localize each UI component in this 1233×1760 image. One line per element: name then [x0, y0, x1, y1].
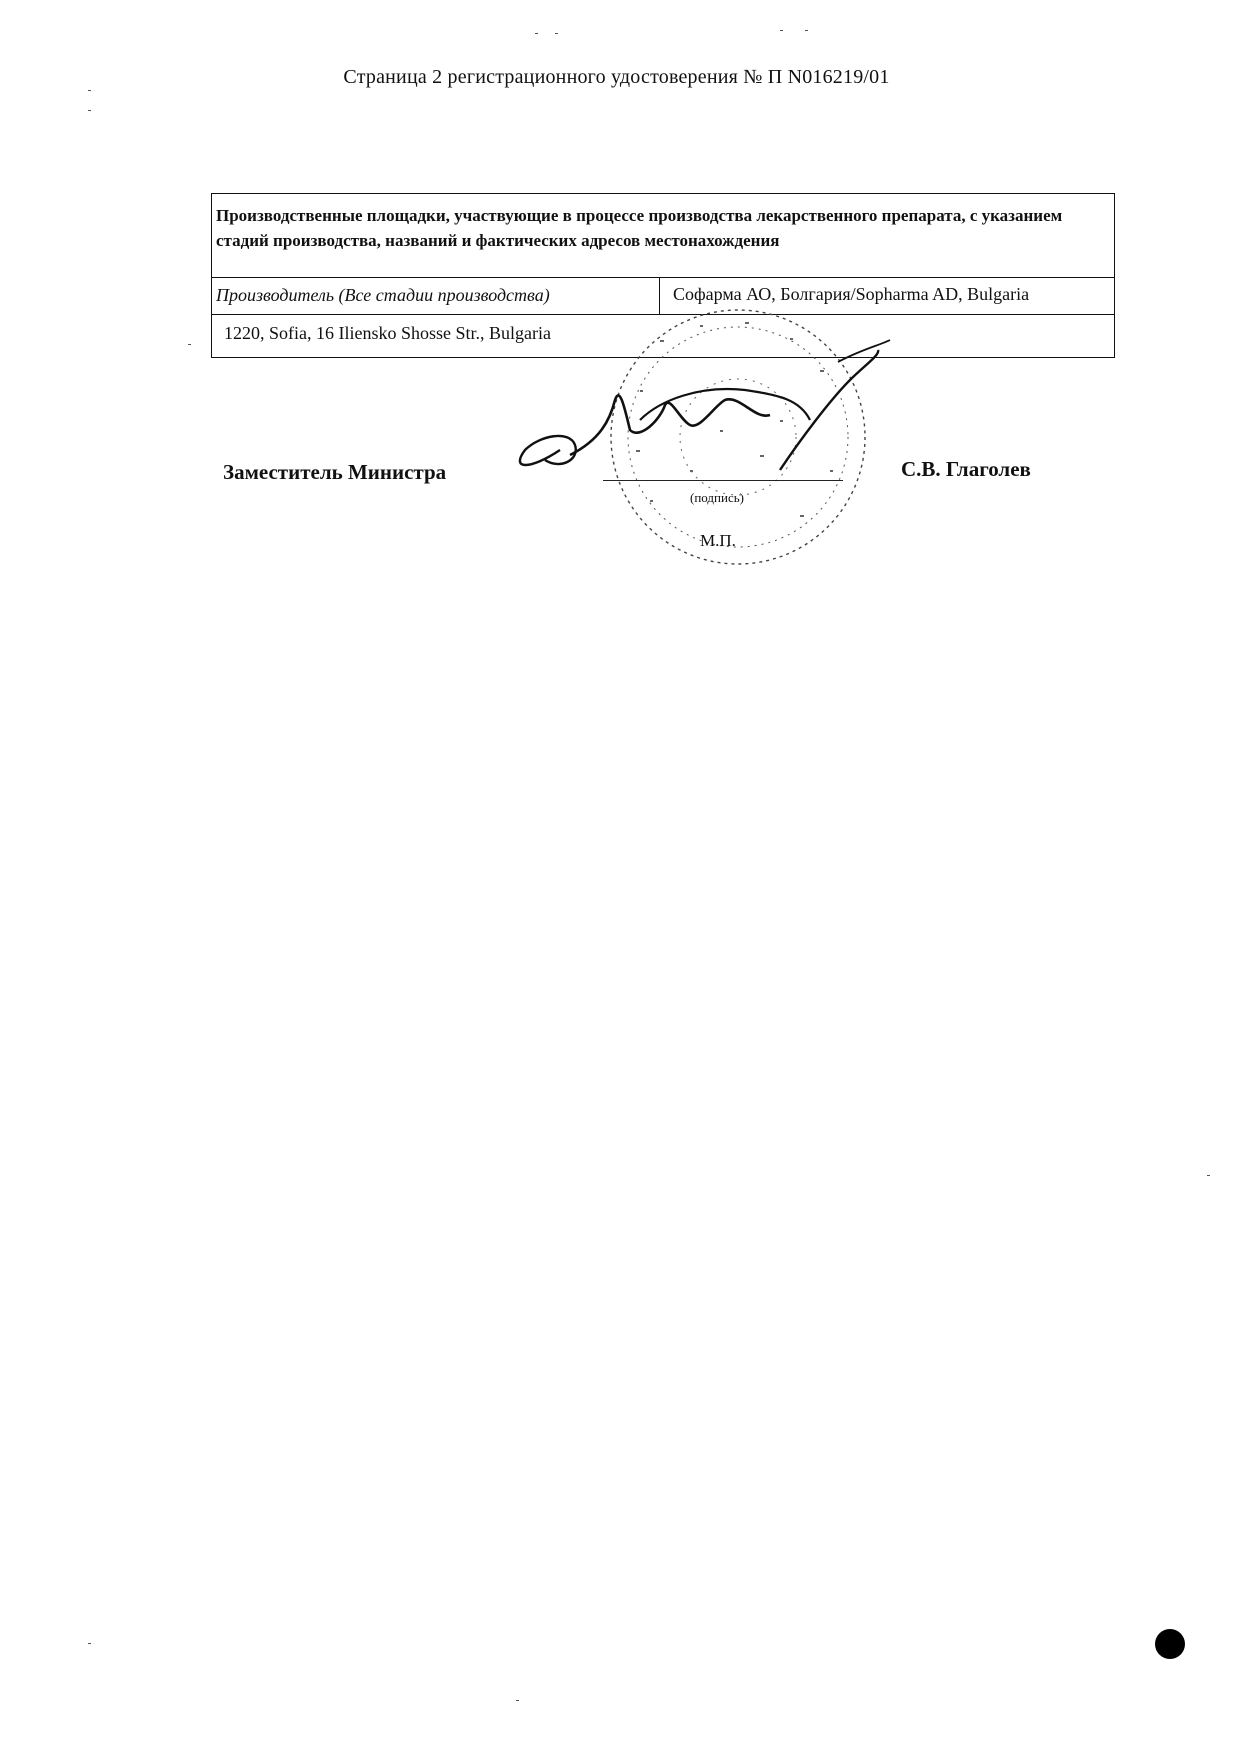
page-dot-icon — [1155, 1629, 1185, 1659]
address-row: 1220, Sofia, 16 Iliensko Shosse Str., Bulgaria — [224, 323, 551, 343]
signature-caption: (подпись) — [690, 490, 744, 505]
signature-line — [603, 480, 843, 481]
table-title-row — [212, 194, 1114, 278]
scan-speck — [88, 110, 91, 111]
seal-label: М.П. — [700, 531, 736, 550]
scan-speck — [535, 33, 538, 34]
scan-speck — [88, 1643, 91, 1644]
manufacturer-role-cell: Производитель (Все стадии производства) — [212, 278, 660, 314]
production-sites-table — [211, 193, 1115, 358]
manufacturer-name-cell: Софарма АО, Болгария/Sopharma AD, Bulgaria — [673, 284, 1030, 304]
scan-speck — [516, 1700, 519, 1701]
scan-speck — [555, 33, 558, 34]
manufacturer-row — [212, 278, 1114, 315]
signatory-role: Заместитель Министра — [223, 460, 447, 484]
scan-speck — [805, 30, 808, 31]
signatory-name: С.В. Глаголев — [901, 457, 1031, 481]
table-title: Производственные площадки, участвующие в процессе производства лекарственного препарата, с указанием стадий производства, названий и фактических адресов местонахождения — [216, 206, 1063, 250]
scan-speck — [88, 90, 91, 91]
page-header: Страница 2 регистрационного удостоверения № П N016219/01 — [343, 66, 890, 88]
scan-speck — [1207, 1175, 1210, 1176]
scan-speck — [780, 30, 783, 31]
scan-speck — [188, 344, 191, 345]
